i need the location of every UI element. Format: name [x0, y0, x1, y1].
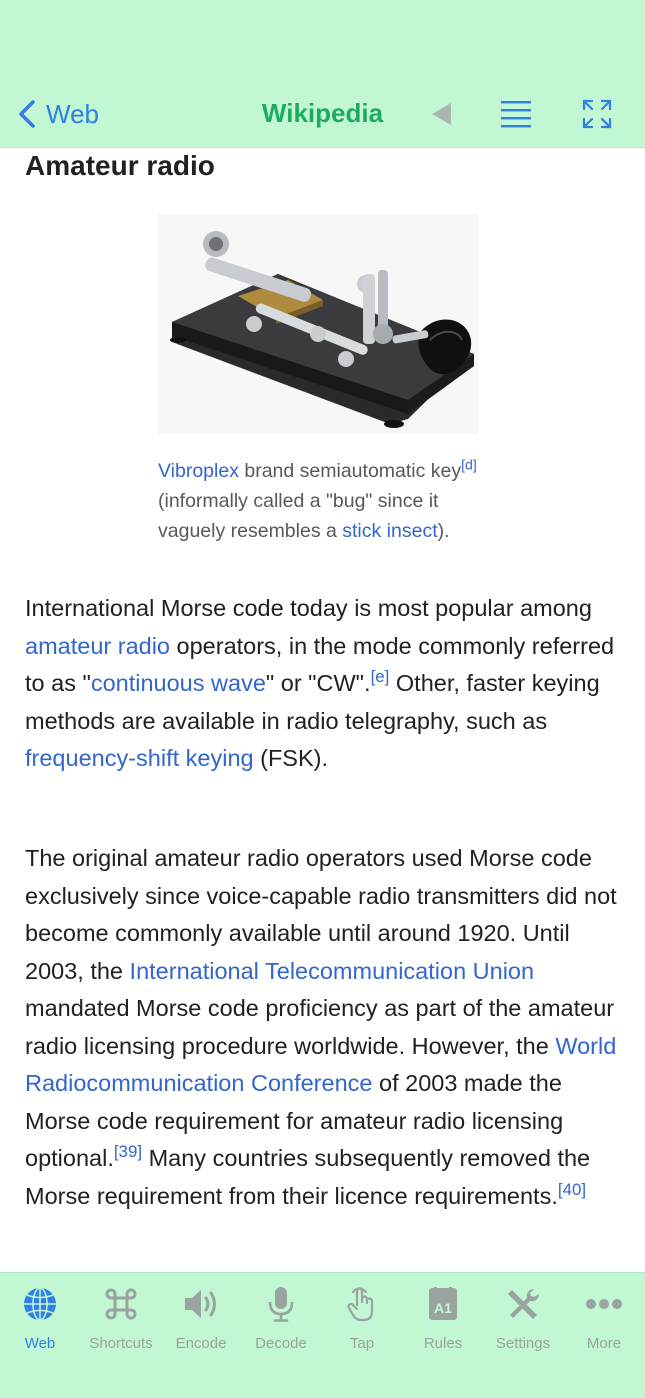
link-amateur-radio[interactable]: amateur radio	[25, 632, 170, 659]
tab-more[interactable]	[564, 1283, 644, 1352]
caption-text-2: (informally called a "bug" since it vaguely resembles a	[158, 490, 439, 542]
paragraph-text: of 2003 made the Morse code requirement for amateur radio licensing optional.	[25, 1070, 564, 1171]
back-button[interactable]	[16, 96, 99, 132]
paragraph-text: operators, in the mode commonly referred to as "	[25, 632, 615, 696]
paragraph-1	[25, 590, 625, 778]
paragraph-text: mandated Morse code proficiency as part of the amateur radio licensing procedure worldwide. However, the	[25, 995, 615, 1059]
microphone-icon	[266, 1285, 296, 1323]
tab-rules[interactable]	[403, 1283, 483, 1352]
tab-label: Shortcuts	[89, 1335, 153, 1352]
tab-encode[interactable]	[161, 1283, 241, 1352]
rules-icon	[426, 1286, 460, 1322]
chevron-left-icon	[16, 99, 38, 129]
paragraph-text: " or "CW".	[265, 670, 371, 696]
link-frequency-shift-keying[interactable]: frequency-shift keying	[25, 745, 254, 771]
caption-text: brand semiautomatic key	[238, 460, 462, 482]
telegraph-key-image[interactable]	[158, 214, 478, 434]
footnote-e[interactable]: [e]	[370, 667, 390, 687]
tools-icon	[505, 1286, 541, 1322]
back-button-label: Web	[46, 98, 99, 129]
tab-web[interactable]	[0, 1283, 80, 1352]
section-title: Amateur radio	[25, 150, 215, 181]
tab-decode[interactable]	[241, 1283, 321, 1352]
caption-text-3: ).	[437, 520, 450, 542]
paragraph-2	[25, 840, 625, 1215]
tab-label: Settings	[495, 1335, 551, 1352]
fullscreen-button[interactable]	[579, 96, 615, 132]
page-title-wikipedia: Wikipedia	[261, 98, 384, 128]
caption-link-vibroplex[interactable]: Vibroplex	[158, 460, 239, 482]
top-navigation-bar	[0, 0, 645, 148]
bottom-tab-bar	[0, 1272, 645, 1398]
tab-label: Rules	[423, 1335, 463, 1352]
tab-label: Web	[24, 1335, 56, 1352]
tab-label: Encode	[175, 1335, 227, 1352]
footnote-d[interactable]: [d]	[461, 456, 477, 473]
paragraph-text: The original amateur radio operators used Morse code exclusively since voice-capable radio transmitters did not become commonly available until around 1920. Until 2003, the	[25, 845, 617, 984]
link-itu[interactable]: International Telecommunication Union	[129, 957, 535, 984]
tab-tap[interactable]	[322, 1283, 402, 1352]
article-content	[0, 148, 645, 1272]
list-icon	[500, 99, 532, 129]
tab-settings[interactable]	[483, 1283, 563, 1352]
expand-icon	[581, 98, 613, 130]
link-world-radiocommunication-conference[interactable]: World Radiocommunication Conference	[25, 1032, 617, 1096]
globe-icon	[22, 1286, 58, 1322]
paragraph-text: International Morse code today is most popular among	[25, 595, 592, 621]
link-continuous-wave[interactable]: continuous wave	[90, 670, 266, 696]
table-of-contents-button[interactable]	[498, 96, 534, 132]
more-dots-icon	[585, 1298, 623, 1310]
tab-label: Tap	[349, 1335, 375, 1352]
hand-tap-icon	[346, 1285, 378, 1323]
paragraph-text: Other, faster keying methods are available in radio telegraphy, such as	[25, 670, 600, 734]
tab-label: Decode	[255, 1335, 307, 1352]
speak-back-button[interactable]	[423, 96, 459, 132]
image-caption	[158, 456, 493, 546]
triangle-left-icon	[429, 101, 453, 127]
paragraph-text: Many countries subsequently removed the Morse requirement from their licence requirements.	[25, 1145, 591, 1209]
command-icon	[103, 1286, 139, 1322]
svg-text:A1: A1	[434, 1300, 452, 1316]
caption-link-stick-insect[interactable]: stick insect	[342, 520, 438, 542]
paragraph-text: (FSK).	[253, 745, 329, 771]
speaker-icon	[182, 1286, 220, 1322]
footnote-39[interactable]: [39]	[113, 1142, 143, 1162]
tab-shortcuts[interactable]	[81, 1283, 161, 1352]
tab-label: More	[586, 1335, 622, 1352]
footnote-40[interactable]: [40]	[557, 1179, 587, 1199]
figure	[158, 214, 478, 546]
